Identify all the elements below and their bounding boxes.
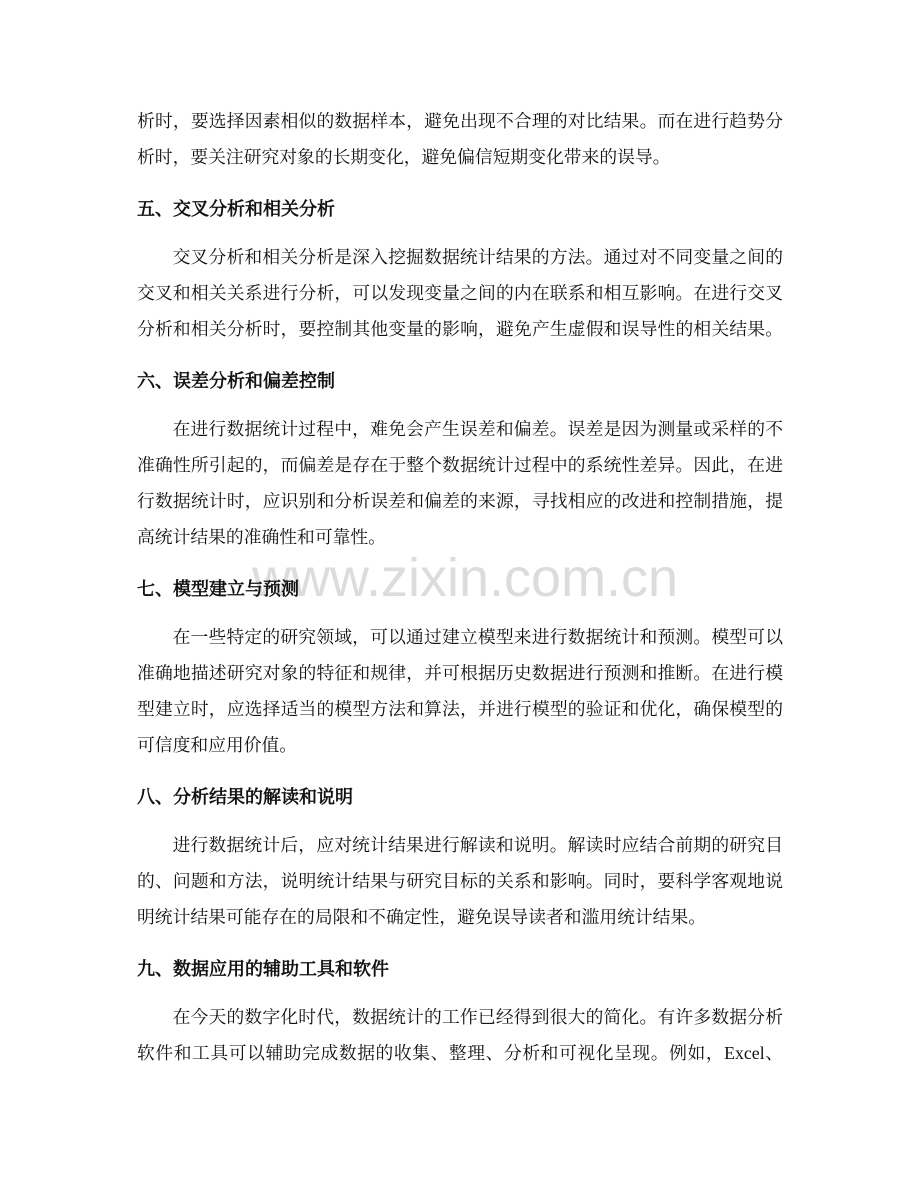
paragraph-line: 软件和工具可以辅助完成数据的收集、整理、分析和可视化呈现。例如，Excel、 <box>137 1043 783 1063</box>
section-interpretation <box>137 779 783 935</box>
paragraph-line: 明统计结果可能存在的局限和不确定性，避免误导读者和滥用统计结果。 <box>137 907 707 927</box>
paragraph-line: 可信度和应用价值。 <box>137 735 298 755</box>
paragraph-intro <box>137 103 783 175</box>
paragraph-line: 进行数据统计后，应对统计结果进行解读和说明。解读时应结合前期的研究目 <box>172 835 783 855</box>
watermark: www.zixin.com.cn <box>252 548 679 608</box>
section-cross-analysis <box>137 191 783 347</box>
section-heading: 九、数据应用的辅助工具和软件 <box>137 959 389 979</box>
paragraph-line: 析时，要关注研究对象的长期变化，避免偏信短期变化带来的误导。 <box>137 147 671 167</box>
paragraph-line: 行数据统计时，应识别和分析误差和偏差的来源，寻找相应的改进和控制措施，提 <box>137 491 783 511</box>
paragraph-line: 分析和相关分析时，要控制其他变量的影响，避免产生虚假和误导性的相关结果。 <box>137 319 783 339</box>
section-heading: 八、分析结果的解读和说明 <box>137 787 353 807</box>
paragraph-line: 高统计结果的准确性和可靠性。 <box>137 527 386 547</box>
paragraph-line: 析时，要选择因素相似的数据样本，避免出现不合理的对比结果。而在进行趋势分 <box>137 111 783 131</box>
document-body <box>137 103 783 1071</box>
section-heading: 五、交叉分析和相关分析 <box>137 199 335 219</box>
paragraph-line: 交叉和相关关系进行分析，可以发现变量之间的内在联系和相互影响。在进行交叉 <box>137 283 783 303</box>
section-tools <box>137 951 783 1071</box>
paragraph-line: 交叉分析和相关分析是深入挖掘数据统计结果的方法。通过对不同变量之间的 <box>172 247 783 267</box>
section-error-analysis <box>137 363 783 555</box>
paragraph-line: 在一些特定的研究领域，可以通过建立模型来进行数据统计和预测。模型可以 <box>172 627 783 647</box>
paragraph-line: 型建立时，应选择适当的模型方法和算法，并进行模型的验证和优化，确保模型的 <box>137 699 783 719</box>
paragraph-line: 的、问题和方法，说明统计结果与研究目标的关系和影响。同时，要科学客观地说 <box>137 871 783 891</box>
paragraph-line: 准确地描述研究对象的特征和规律，并可根据历史数据进行预测和推断。在进行模 <box>137 663 783 683</box>
paragraph-line: 在进行数据统计过程中，难免会产生误差和偏差。误差是因为测量或采样的不 <box>172 419 783 439</box>
paragraph-line: 在今天的数字化时代，数据统计的工作已经得到很大的简化。有许多数据分析 <box>172 1007 783 1027</box>
paragraph-line: 准确性所引起的，而偏差是存在于整个数据统计过程中的系统性差异。因此，在进 <box>137 455 783 475</box>
section-heading: 六、误差分析和偏差控制 <box>137 371 335 391</box>
section-modeling <box>137 571 783 763</box>
section-heading: 七、模型建立与预测 <box>137 579 299 599</box>
